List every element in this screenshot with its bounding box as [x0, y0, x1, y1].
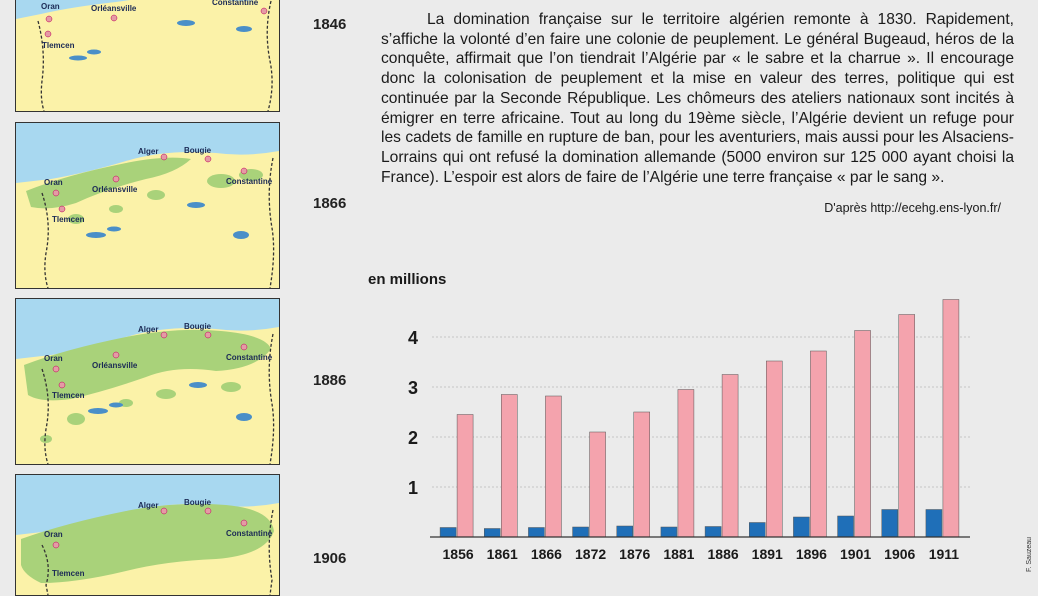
border-west — [38, 21, 44, 111]
y-tick-label: 4 — [407, 328, 418, 348]
bar-pink-1896 — [810, 351, 826, 537]
bar-pink-1906 — [899, 315, 915, 538]
x-tick-label: 1891 — [751, 546, 783, 562]
city-label-alger: Alger — [138, 501, 159, 510]
city-dot-constantine — [241, 520, 247, 526]
city-dot-constantine — [241, 168, 247, 174]
y-tick-labels — [408, 328, 418, 498]
x-tick-label: 1856 — [442, 546, 474, 562]
bar-pink-1891 — [766, 361, 782, 537]
bar-pink-1861 — [501, 395, 517, 538]
city-label-bougie: Bougie — [184, 322, 212, 331]
map-1866-drawing — [16, 123, 279, 288]
city-label-tlemcen: Tlemcen — [42, 41, 75, 50]
city-label-orleansville: Orléansville — [92, 361, 138, 370]
bar-pink-1901 — [855, 331, 871, 538]
y-axis-unit-label: en millions — [368, 271, 447, 288]
bar-pink-1886 — [722, 375, 738, 538]
city-label-oran: Oran — [44, 530, 63, 539]
border-east — [267, 1, 272, 111]
population-bar-chart — [360, 262, 980, 574]
city-dot-tlemcen — [59, 206, 65, 212]
city-label-constantine: Constantine — [212, 0, 259, 7]
bar-blue-1881 — [661, 527, 677, 537]
city-label-constantine: Constantine — [226, 177, 273, 186]
city-dot-constantine — [261, 8, 267, 14]
city-label-orleansville: Orléansville — [91, 4, 137, 13]
map-1866 — [15, 122, 280, 289]
city-dot-orleansville — [111, 15, 117, 21]
city-dot-oran — [53, 542, 59, 548]
map-1846-drawing — [16, 0, 279, 111]
bar-blue-1911 — [926, 510, 942, 538]
history-paragraph: La domination française sur le territoire algérien remonte à 1830. Rapidement, s’affiche la volonté d’en faire une colonie de peuplement. Le général Bugeaud, héros de la conquête, affirmait que l’on tiendrait l’Algérie par « le sabre et la charrue ». Il encourage donc la colonisation de peuplement et la mise en valeur des terres, politique qui est continuée par la Seconde République. Les chômeurs des ateliers nationaux sont incités à émigrer en terre africaine. Tout au long du 19ème siècle, l’Algérie devient un refuge pour les cadets de famille en rupture de ban, pour les aventuriers, mais aussi pour les Alsaciens-Lorrains qui ont refusé la domination allemande (5000 environ sur 125 000 ayant choisi la France). L’espoir est alors de faire de l’Algérie une terre française « par le sang ». — [381, 11, 1014, 186]
city-dot-oran — [46, 16, 52, 22]
city-dot-tlemcen — [59, 382, 65, 388]
map-1886-drawing — [16, 299, 279, 464]
bar-pink-1876 — [634, 412, 650, 537]
bar-pink-1881 — [678, 390, 694, 538]
bar-blue-1856 — [440, 528, 456, 538]
x-tick-label: 1866 — [530, 546, 562, 562]
city-label-constantine: Constantine — [226, 529, 273, 538]
city-dot-oran — [53, 190, 59, 196]
map-1906 — [15, 474, 280, 596]
city-label-alger: Alger — [138, 147, 159, 156]
city-dot-alger — [161, 332, 167, 338]
bar-blue-1891 — [749, 523, 765, 538]
map-1846 — [15, 0, 280, 112]
year-label-1886: 1886 — [313, 372, 347, 389]
year-label-1846: 1846 — [313, 16, 347, 33]
city-label-constantine: Constantine — [226, 353, 273, 362]
city-dot-orleansville — [113, 352, 119, 358]
bar-pink-1872 — [590, 432, 606, 537]
city-dot-bougie — [205, 332, 211, 338]
bar-blue-1872 — [573, 527, 589, 537]
bar-blue-1896 — [793, 517, 809, 537]
city-label-oran: Oran — [44, 178, 63, 187]
city-label-bougie: Bougie — [184, 498, 212, 507]
city-dot-oran — [53, 366, 59, 372]
city-dot-alger — [161, 508, 167, 514]
city-label-tlemcen: Tlemcen — [52, 391, 85, 400]
y-tick-label: 3 — [407, 378, 418, 398]
city-label-tlemcen: Tlemcen — [52, 569, 85, 578]
bar-blue-1886 — [705, 527, 721, 538]
bar-blue-1861 — [484, 529, 500, 538]
city-dot-constantine — [241, 344, 247, 350]
y-tick-label: 1 — [407, 478, 418, 498]
source-citation: D'après http://ecehg.ens-lyon.fr/ — [824, 201, 1001, 215]
x-tick-label: 1886 — [707, 546, 739, 562]
map-1906-drawing — [16, 475, 279, 595]
x-tick-label: 1872 — [575, 546, 607, 562]
bar-blue-1901 — [838, 516, 854, 537]
x-tick-label: 1911 — [928, 546, 960, 562]
x-tick-label: 1876 — [619, 546, 651, 562]
x-tick-labels — [443, 546, 960, 562]
x-tick-label: 1901 — [840, 546, 872, 562]
city-dot-bougie — [205, 156, 211, 162]
map-1886 — [15, 298, 280, 465]
bar-pink-1911 — [943, 300, 959, 538]
year-label-1866: 1866 — [313, 195, 347, 212]
city-label-orleansville: Orléansville — [92, 185, 138, 194]
city-dot-orleansville — [113, 176, 119, 182]
city-label-oran: Oran — [44, 354, 63, 363]
x-tick-label: 1906 — [884, 546, 916, 562]
bar-blue-1906 — [882, 510, 898, 538]
bar-blue-1876 — [617, 526, 633, 537]
city-label-alger: Alger — [138, 325, 159, 334]
author-credit-text: F. Sauzeau — [1026, 536, 1033, 572]
author-credit — [1022, 514, 1034, 574]
city-label-tlemcen: Tlemcen — [52, 215, 85, 224]
y-tick-label: 2 — [407, 428, 418, 448]
city-dot-bougie — [205, 508, 211, 514]
x-tick-label: 1896 — [795, 546, 827, 562]
bar-pink-1856 — [457, 415, 473, 538]
lakes — [69, 20, 252, 61]
year-label-1906: 1906 — [313, 550, 347, 567]
city-label-oran: Oran — [41, 2, 60, 11]
bar-blue-1866 — [528, 528, 544, 538]
bar-pink-1866 — [545, 396, 561, 537]
x-tick-label: 1881 — [663, 546, 695, 562]
bars — [440, 300, 959, 538]
city-dot-tlemcen — [45, 31, 51, 37]
x-tick-label: 1861 — [486, 546, 518, 562]
city-dot-alger — [161, 154, 167, 160]
city-label-bougie: Bougie — [184, 146, 212, 155]
